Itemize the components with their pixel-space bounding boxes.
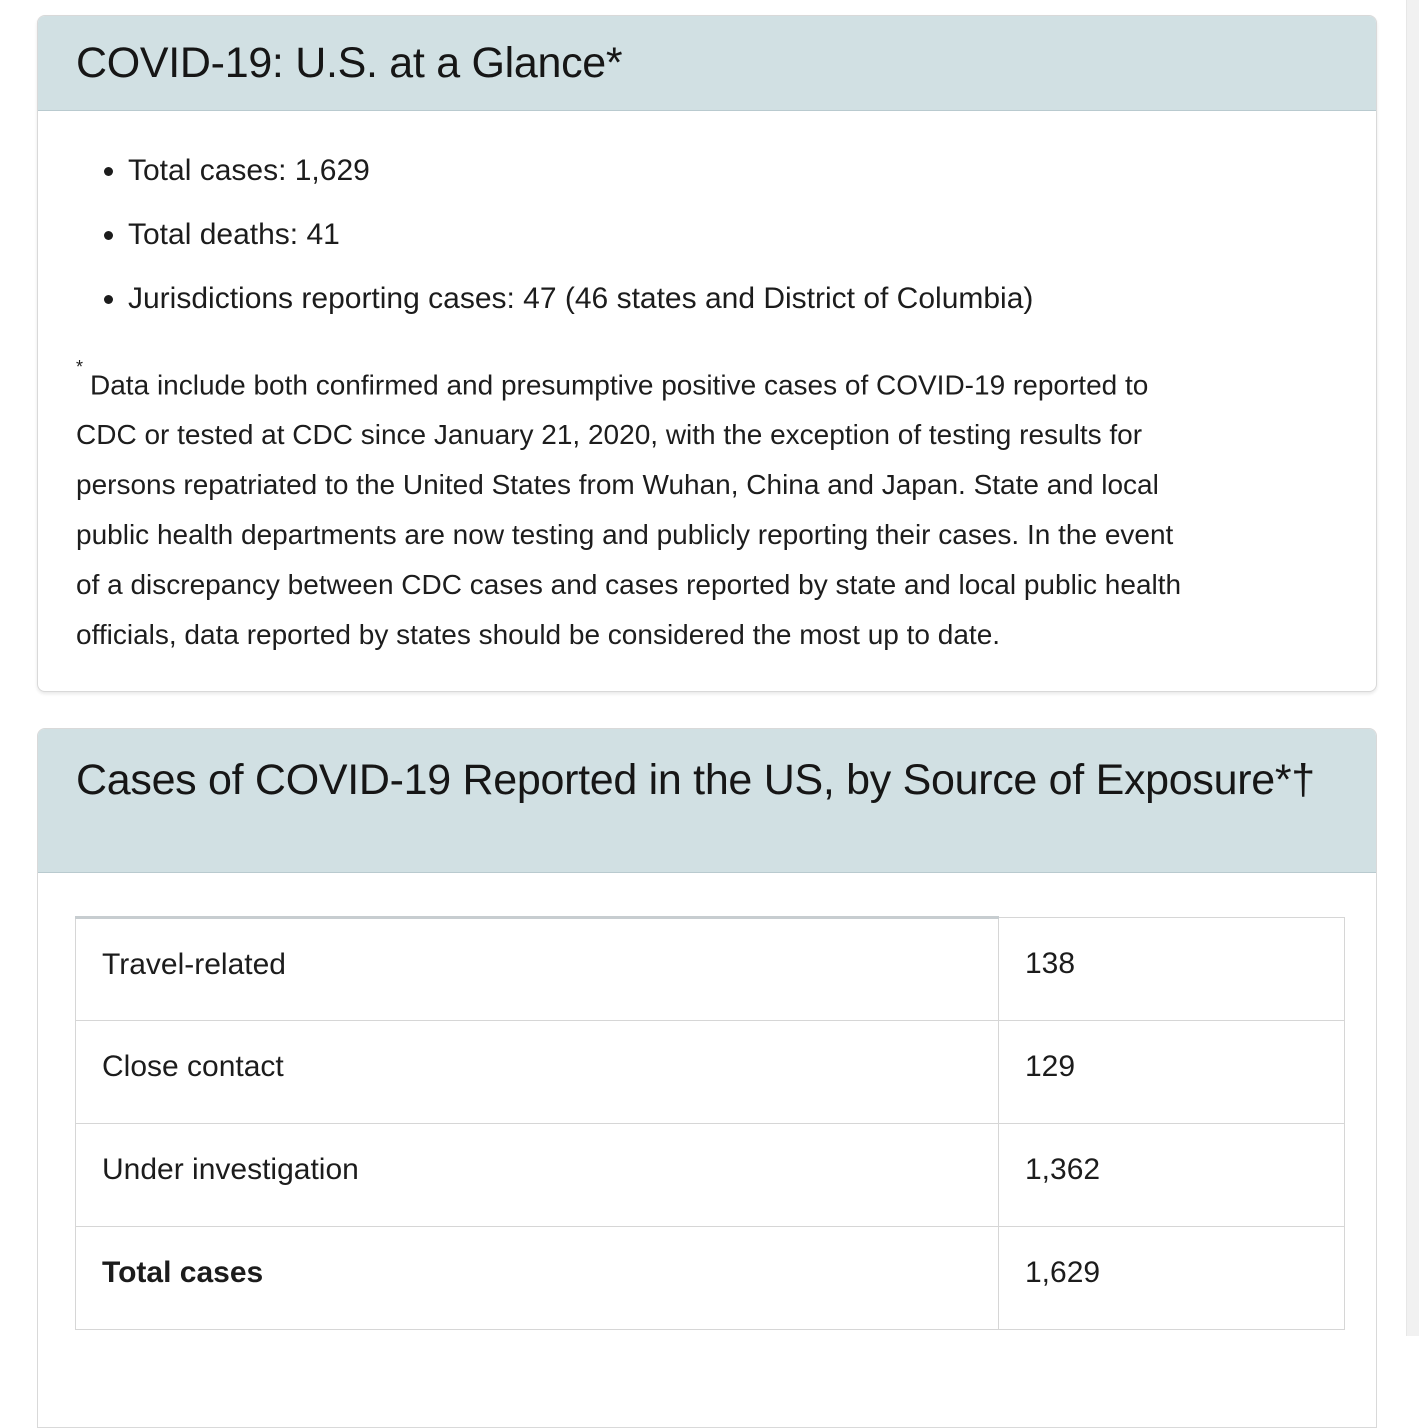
exposure-card-header xyxy=(38,729,1376,873)
glance-stats-list xyxy=(76,149,1338,321)
footnote-line: *Data include both confirmed and presumptive positive cases of COVID-19 reported to xyxy=(76,357,1149,401)
table-row xyxy=(76,918,1345,1021)
footnote-line: public health departments are now testing and publicly reporting their cases. In the event xyxy=(76,519,1174,551)
exposure-card-body xyxy=(38,916,1376,1330)
stat-total-cases: • Total cases: 1,629 xyxy=(128,149,1338,193)
footnote-line: CDC or tested at CDC since January 21, 2020, with the exception of testing results for xyxy=(76,419,1143,451)
stat-jurisdictions: • Jurisdictions reporting cases: 47 (46 states and District of Columbia) xyxy=(128,277,1338,321)
footnote-line: persons repatriated to the United States from Wuhan, China and Japan. State and local xyxy=(76,469,1159,501)
row-value-close-contact: 129 xyxy=(999,1021,1345,1124)
row-label-total-cases: Total cases xyxy=(76,1227,999,1330)
row-label-travel: Travel-related xyxy=(76,918,999,1021)
row-value-under-investigation: 1,362 xyxy=(999,1124,1345,1227)
row-value-total-cases: 1,629 xyxy=(999,1227,1345,1330)
glance-card xyxy=(37,15,1377,692)
stat-total-deaths: • Total deaths: 41 xyxy=(128,213,1338,257)
exposure-card xyxy=(37,728,1377,1428)
table-row xyxy=(76,1021,1345,1124)
glance-card-body xyxy=(38,111,1376,660)
footnote-line: officials, data reported by states should be considered the most up to date. xyxy=(76,619,1001,651)
exposure-card-title: Cases of COVID-19 Reported in the US, by Source of Exposure*† xyxy=(76,756,1315,804)
row-label-under-investigation: Under investigation xyxy=(76,1124,999,1227)
row-value-travel: 138 xyxy=(999,918,1345,1021)
asterisk-marker: * xyxy=(76,357,84,377)
vertical-scrollbar[interactable] xyxy=(1406,0,1419,1336)
table-row xyxy=(76,1227,1345,1330)
table-row xyxy=(76,1124,1345,1227)
row-label-close-contact: Close contact xyxy=(76,1021,999,1124)
data-footnote xyxy=(76,353,1338,660)
exposure-table xyxy=(75,916,1345,1330)
footnote-line: of a discrepancy between CDC cases and cases reported by state and local public health xyxy=(76,569,1182,601)
glance-card-title: COVID-19: U.S. at a Glance* xyxy=(76,39,623,87)
glance-card-header xyxy=(38,16,1376,111)
